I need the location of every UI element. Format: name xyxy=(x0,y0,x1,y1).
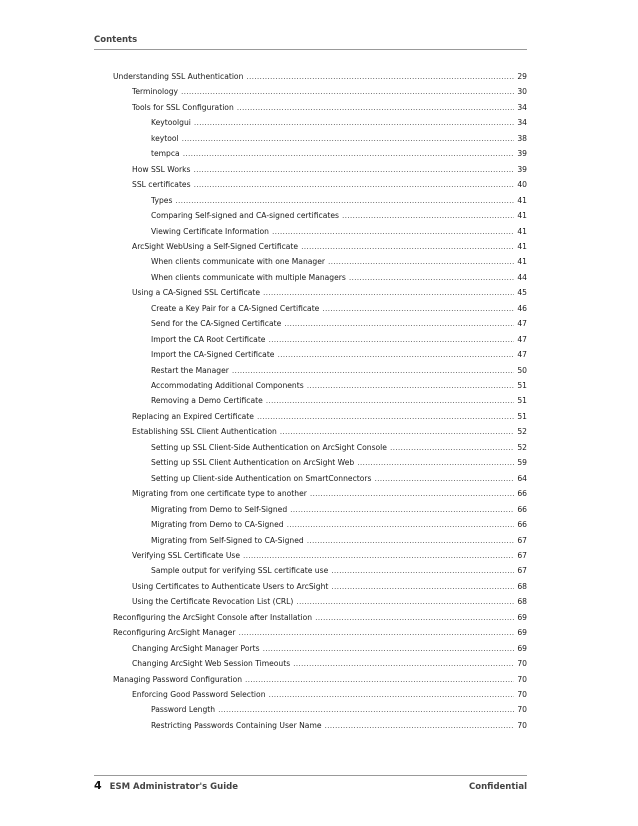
toc-entry-page: 39 xyxy=(517,149,527,159)
toc-dot-leader xyxy=(269,689,515,701)
toc-entry[interactable] xyxy=(113,71,527,83)
toc-dot-leader xyxy=(194,179,515,191)
toc-entry-title: When clients communicate with one Manager xyxy=(151,257,326,267)
toc-entry[interactable] xyxy=(151,365,527,377)
toc-dot-leader xyxy=(287,519,515,531)
toc-dot-leader xyxy=(257,411,514,423)
toc-dot-leader xyxy=(277,349,514,361)
toc-entry[interactable] xyxy=(151,349,527,361)
toc-dot-leader xyxy=(182,133,515,145)
toc-dot-leader xyxy=(232,365,514,377)
toc-dot-leader xyxy=(239,627,515,639)
toc-entry[interactable] xyxy=(151,704,527,716)
toc-dot-leader xyxy=(293,658,514,670)
toc-entry-page: 70 xyxy=(517,690,527,699)
toc-entry-title: Comparing Self-signed and CA-signed certificates xyxy=(151,211,339,221)
toc-dot-leader xyxy=(263,643,515,655)
toc-entry[interactable] xyxy=(132,102,527,114)
toc-dot-leader xyxy=(245,674,514,686)
toc-entry-page: 70 xyxy=(517,705,527,715)
toc-entry[interactable] xyxy=(151,395,527,407)
toc-entry-page: 70 xyxy=(517,720,527,730)
toc-entry-title: SSL certificates xyxy=(132,180,191,190)
running-header: Contents xyxy=(94,35,138,45)
toc-dot-leader xyxy=(181,86,514,98)
toc-entry[interactable] xyxy=(132,86,527,98)
toc-entry-page: 30 xyxy=(517,87,527,97)
toc-dot-leader xyxy=(272,226,514,238)
toc-dot-leader xyxy=(284,318,514,330)
toc-entry[interactable] xyxy=(132,426,527,438)
toc-entry[interactable] xyxy=(151,272,527,284)
toc-dot-leader xyxy=(218,704,514,716)
toc-entry-page: 69 xyxy=(517,628,527,638)
toc-entry-page: 52 xyxy=(517,427,527,437)
toc-entry[interactable] xyxy=(113,674,527,686)
toc-entry-title: Using the Certificate Revocation List (CRL) xyxy=(132,597,294,607)
toc-entry[interactable] xyxy=(132,411,527,423)
toc-entry[interactable] xyxy=(151,334,527,346)
toc-entry-page: 50 xyxy=(517,365,527,375)
toc-entry[interactable] xyxy=(151,519,527,531)
toc-entry[interactable] xyxy=(132,164,527,176)
footer-classification: Confidential xyxy=(469,782,527,792)
toc-entry-title: Enforcing Good Password Selection xyxy=(132,690,266,699)
toc-entry[interactable] xyxy=(132,550,527,562)
toc-entry-page: 29 xyxy=(517,72,527,81)
footer-divider xyxy=(94,775,527,776)
toc-entry-page: 41 xyxy=(517,226,527,236)
toc-entry[interactable] xyxy=(151,117,527,129)
toc-dot-leader xyxy=(268,334,514,346)
toc-entry-title: Removing a Demo Certificate xyxy=(151,396,263,406)
toc-entry-page: 52 xyxy=(517,442,527,452)
toc-entry-page: 34 xyxy=(517,118,527,128)
toc-entry[interactable] xyxy=(151,303,527,315)
toc-entry-page: 68 xyxy=(517,597,527,607)
toc-entry-title: Keytoolgui xyxy=(151,118,191,128)
toc-entry-page: 51 xyxy=(517,411,527,421)
toc-entry[interactable] xyxy=(151,565,527,577)
toc-dot-leader xyxy=(349,272,514,284)
toc-entry-page: 41 xyxy=(517,195,527,205)
toc-entry-page: 51 xyxy=(517,396,527,406)
toc-entry-page: 47 xyxy=(517,334,527,344)
toc-entry[interactable] xyxy=(132,581,527,593)
toc-entry[interactable] xyxy=(151,504,527,516)
toc-entry[interactable] xyxy=(151,720,527,732)
toc-dot-leader xyxy=(243,550,514,562)
toc-entry-title: Setting up Client-side Authentication on SmartConnectors xyxy=(151,473,372,483)
toc-entry[interactable] xyxy=(132,643,527,655)
toc-entry-title: Reconfiguring ArcSight Manager xyxy=(113,628,236,638)
toc-entry-title: Using Certificates to Authenticate Users to ArcSight xyxy=(132,581,329,591)
toc-entry-page: 68 xyxy=(517,581,527,591)
toc-entry-title: keytool xyxy=(151,133,179,143)
toc-dot-leader xyxy=(307,535,515,547)
toc-entry-page: 38 xyxy=(517,133,527,143)
toc-entry[interactable] xyxy=(151,442,527,454)
toc-entry-title: Understanding SSL Authentication xyxy=(113,72,244,81)
toc-entry-page: 59 xyxy=(517,458,527,468)
toc-entry[interactable] xyxy=(132,179,527,191)
toc-entry[interactable] xyxy=(151,318,527,330)
toc-entry[interactable] xyxy=(151,535,527,547)
toc-entry-page: 64 xyxy=(517,473,527,483)
toc-entry-title: ArcSight WebUsing a Self-Signed Certificate xyxy=(132,241,299,251)
toc-dot-leader xyxy=(328,256,514,268)
toc-entry[interactable] xyxy=(151,195,527,207)
toc-entry-title: Import the CA-Signed Certificate xyxy=(151,350,275,360)
toc-dot-leader xyxy=(194,117,514,129)
toc-dot-leader xyxy=(301,241,514,253)
toc-dot-leader xyxy=(175,195,514,207)
toc-dot-leader xyxy=(390,442,514,454)
footer-guide-title: ESM Administrator's Guide xyxy=(109,782,238,792)
toc-entry[interactable] xyxy=(132,596,527,608)
toc-dot-leader xyxy=(246,71,514,83)
toc-entry-page: 39 xyxy=(517,164,527,174)
toc-dot-leader xyxy=(325,720,515,732)
toc-entry[interactable] xyxy=(151,473,527,485)
toc-dot-leader xyxy=(183,148,515,160)
toc-entry-title: Setting up SSL Client Authentication on ArcSight Web xyxy=(151,458,355,468)
toc-entry-page: 41 xyxy=(517,257,527,267)
toc-entry-page: 45 xyxy=(517,288,527,298)
toc-entry-title: Managing Password Configuration xyxy=(113,674,243,684)
toc-dot-leader xyxy=(296,596,514,608)
toc-dot-leader xyxy=(290,504,514,516)
toc-dot-leader xyxy=(342,210,514,222)
toc-entry-title: Changing ArcSight Web Session Timeouts xyxy=(132,659,291,669)
running-footer xyxy=(94,779,527,792)
toc-entry-page: 41 xyxy=(517,211,527,221)
toc-entry[interactable] xyxy=(151,148,527,160)
toc-entry-page: 70 xyxy=(517,674,527,684)
toc-entry-title: How SSL Works xyxy=(132,164,191,174)
toc-entry-title: Reconfiguring the ArcSight Console after Installation xyxy=(113,612,313,622)
toc-entry-page: 69 xyxy=(517,612,527,622)
toc-dot-leader xyxy=(310,488,514,500)
toc-entry-title: Migrating from Self-Signed to CA-Signed xyxy=(151,535,304,545)
toc-entry[interactable] xyxy=(151,133,527,145)
toc-entry-title: Migrating from Demo to Self-Signed xyxy=(151,504,288,514)
header-divider xyxy=(94,49,527,50)
toc-entry[interactable] xyxy=(151,226,527,238)
toc-entry-title: Migrating from one certificate type to another xyxy=(132,489,307,499)
toc-entry[interactable] xyxy=(151,210,527,222)
toc-entry-page: 66 xyxy=(517,504,527,514)
toc-entry[interactable] xyxy=(151,380,527,392)
toc-entry-title: When clients communicate with multiple Managers xyxy=(151,272,346,282)
toc-entry-title: Tools for SSL Configuration xyxy=(132,102,234,112)
toc-entry-title: Accommodating Additional Components xyxy=(151,381,304,390)
toc-dot-leader xyxy=(331,581,514,593)
toc-entry-title: Password Length xyxy=(151,705,216,715)
toc-entry-title: Viewing Certificate Information xyxy=(151,226,269,236)
toc-entry-title: Import the CA Root Certificate xyxy=(151,334,266,344)
toc-entry[interactable] xyxy=(113,612,527,624)
toc-dot-leader xyxy=(193,164,514,176)
toc-entry-title: Using a CA-Signed SSL Certificate xyxy=(132,288,261,298)
toc-entry[interactable] xyxy=(132,287,527,299)
toc-entry-title: tempca xyxy=(151,149,180,159)
toc-dot-leader xyxy=(322,303,514,315)
toc-entry[interactable] xyxy=(132,658,527,670)
toc-entry-title: Restricting Passwords Containing User Name xyxy=(151,720,322,730)
toc-entry-page: 41 xyxy=(517,241,527,251)
toc-entry-page: 67 xyxy=(517,566,527,576)
toc-entry[interactable] xyxy=(132,241,527,253)
toc-entry[interactable] xyxy=(132,488,527,500)
toc-entry[interactable] xyxy=(151,457,527,469)
toc-entry-page: 67 xyxy=(517,550,527,560)
toc-entry-title: Verifying SSL Certificate Use xyxy=(132,550,241,560)
toc-entry-page: 47 xyxy=(517,350,527,360)
toc-entry-page: 40 xyxy=(517,180,527,190)
toc-entry-page: 47 xyxy=(517,319,527,329)
toc-entry-title: Setting up SSL Client-Side Authentication on ArcSight Console xyxy=(151,442,387,452)
toc-dot-leader xyxy=(280,426,515,438)
toc-entry-page: 66 xyxy=(517,489,527,499)
toc-entry-title: Create a Key Pair for a CA-Signed Certificate xyxy=(151,303,320,313)
toc-entry-page: 70 xyxy=(517,659,527,669)
toc-dot-leader xyxy=(266,395,515,407)
toc-dot-leader xyxy=(357,457,514,469)
toc-dot-leader xyxy=(374,473,514,485)
toc-dot-leader xyxy=(307,380,515,392)
toc-entry-title: Changing ArcSight Manager Ports xyxy=(132,643,260,653)
toc-entry-title: Migrating from Demo to CA-Signed xyxy=(151,520,284,530)
toc-entry-page: 66 xyxy=(517,520,527,530)
toc-entry[interactable] xyxy=(113,627,527,639)
toc-entry-title: Types xyxy=(151,195,173,205)
toc-entry[interactable] xyxy=(132,689,527,701)
toc-entry-title: Send for the CA-Signed Certificate xyxy=(151,319,282,329)
toc-entry-page: 44 xyxy=(517,272,527,282)
toc-entry-title: Sample output for verifying SSL certificate use xyxy=(151,566,329,576)
toc-dot-leader xyxy=(237,102,515,114)
toc-entry-title: Replacing an Expired Certificate xyxy=(132,411,254,421)
toc-dot-leader xyxy=(331,565,514,577)
toc-entry-page: 51 xyxy=(517,381,527,390)
toc-entry-page: 34 xyxy=(517,102,527,112)
footer-page-number: 4 xyxy=(94,779,102,792)
toc-entry-page: 69 xyxy=(517,643,527,653)
toc-dot-leader xyxy=(315,612,514,624)
toc-entry-page: 46 xyxy=(517,303,527,313)
toc-entry-title: Terminology xyxy=(132,87,179,97)
toc-entry[interactable] xyxy=(151,256,527,268)
toc-entry-page: 67 xyxy=(517,535,527,545)
toc-dot-leader xyxy=(263,287,514,299)
toc-entry-title: Establishing SSL Client Authentication xyxy=(132,427,277,437)
toc-entry-title: Restart the Manager xyxy=(151,365,229,375)
